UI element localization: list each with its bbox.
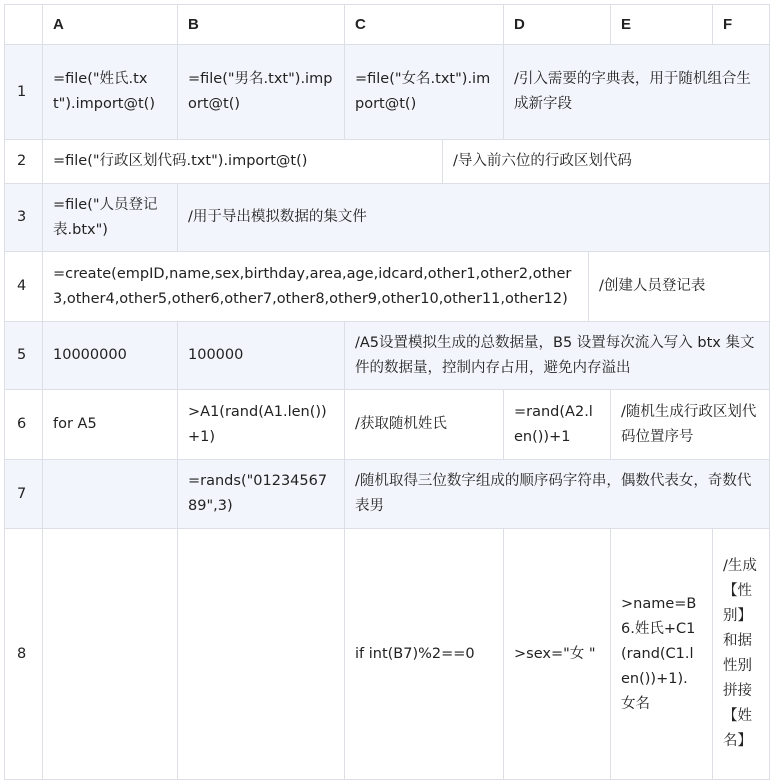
cell-e8[interactable]: >name=B6.姓氏+C1(rand(C1.len())+1). 女名 bbox=[621, 595, 697, 712]
cell-a8[interactable] bbox=[43, 529, 177, 779]
cell-e6[interactable]: /随机生成行政区划代码位置序号 bbox=[621, 403, 757, 445]
cell-c6[interactable]: /获取随机姓氏 bbox=[355, 416, 447, 432]
cell-d1[interactable]: /引入需要的字典表，用于随机组合生成新字段 bbox=[514, 71, 751, 112]
row-header-2[interactable]: 2 bbox=[17, 153, 27, 169]
column-header-d[interactable]: D bbox=[514, 16, 525, 33]
column-header-e[interactable]: E bbox=[621, 16, 632, 33]
cell-c5[interactable]: /A5设置模拟生成的总数据量，B5 设置每次流入写入 btx 集文件的数据量，控制内存占用，避免内存溢出 bbox=[355, 334, 755, 376]
cell-b7[interactable]: =rands("0123456789",3) bbox=[188, 473, 328, 514]
cell-a1[interactable]: =file("姓氏.txt").import@t() bbox=[53, 71, 155, 112]
row-header-1[interactable]: 1 bbox=[17, 83, 27, 100]
row-header-7[interactable]: 7 bbox=[17, 485, 27, 502]
cell-a7[interactable] bbox=[43, 460, 177, 528]
row-header-4[interactable]: 4 bbox=[17, 278, 27, 294]
cell-a3[interactable]: =file("人员登记表.btx") bbox=[53, 196, 158, 238]
cell-b4[interactable]: /创建人员登记表 bbox=[599, 278, 706, 294]
cell-f8[interactable]: /生成【性别】和据性别拼接【姓名】 bbox=[723, 558, 757, 749]
row-header-8[interactable]: 8 bbox=[17, 645, 27, 662]
row-header-3[interactable]: 3 bbox=[17, 209, 27, 225]
cell-b3[interactable]: /用于导出模拟数据的集文件 bbox=[188, 209, 367, 225]
row-header-6[interactable]: 6 bbox=[17, 416, 27, 432]
cell-c8[interactable]: if int(B7)%2==0 bbox=[355, 645, 475, 662]
cell-b8[interactable] bbox=[178, 529, 344, 779]
row-header-5[interactable]: 5 bbox=[17, 347, 27, 363]
cell-b1[interactable]: =file("男名.txt").import@t() bbox=[188, 71, 333, 112]
column-header-a[interactable]: A bbox=[53, 16, 64, 33]
gridline-v bbox=[769, 4, 770, 780]
cell-a2[interactable]: =file("行政区划代码.txt").import@t() bbox=[53, 153, 308, 169]
gridline-h bbox=[4, 779, 770, 780]
cell-b5[interactable]: 100000 bbox=[188, 347, 244, 363]
column-header-c[interactable]: C bbox=[355, 16, 366, 33]
cell-d8[interactable]: >sex="女 " bbox=[514, 645, 596, 662]
cell-b6[interactable]: >A1(rand(A1.len())+1) bbox=[188, 403, 327, 445]
cell-b2[interactable]: /导入前六位的行政区划代码 bbox=[453, 153, 632, 169]
cell-c7[interactable]: /随机取得三位数字组成的顺序码字符串，偶数代表女，奇数代表男 bbox=[355, 473, 752, 514]
column-header-b[interactable]: B bbox=[188, 16, 199, 33]
cell-d6[interactable]: =rand(A2.len())+1 bbox=[514, 403, 593, 445]
cell-a6[interactable]: for A5 bbox=[53, 416, 97, 432]
cell-a5[interactable]: 10000000 bbox=[53, 347, 127, 363]
cell-a4[interactable]: =create(empID,name,sex,birthday,area,age,idcard,other1,other2,other3,other4,other5,other6,other7,other8,other9,other10,other11,other12) bbox=[53, 265, 572, 307]
column-header-f[interactable]: F bbox=[723, 16, 733, 33]
cell-c1[interactable]: =file("女名.txt").import@t() bbox=[355, 71, 491, 112]
